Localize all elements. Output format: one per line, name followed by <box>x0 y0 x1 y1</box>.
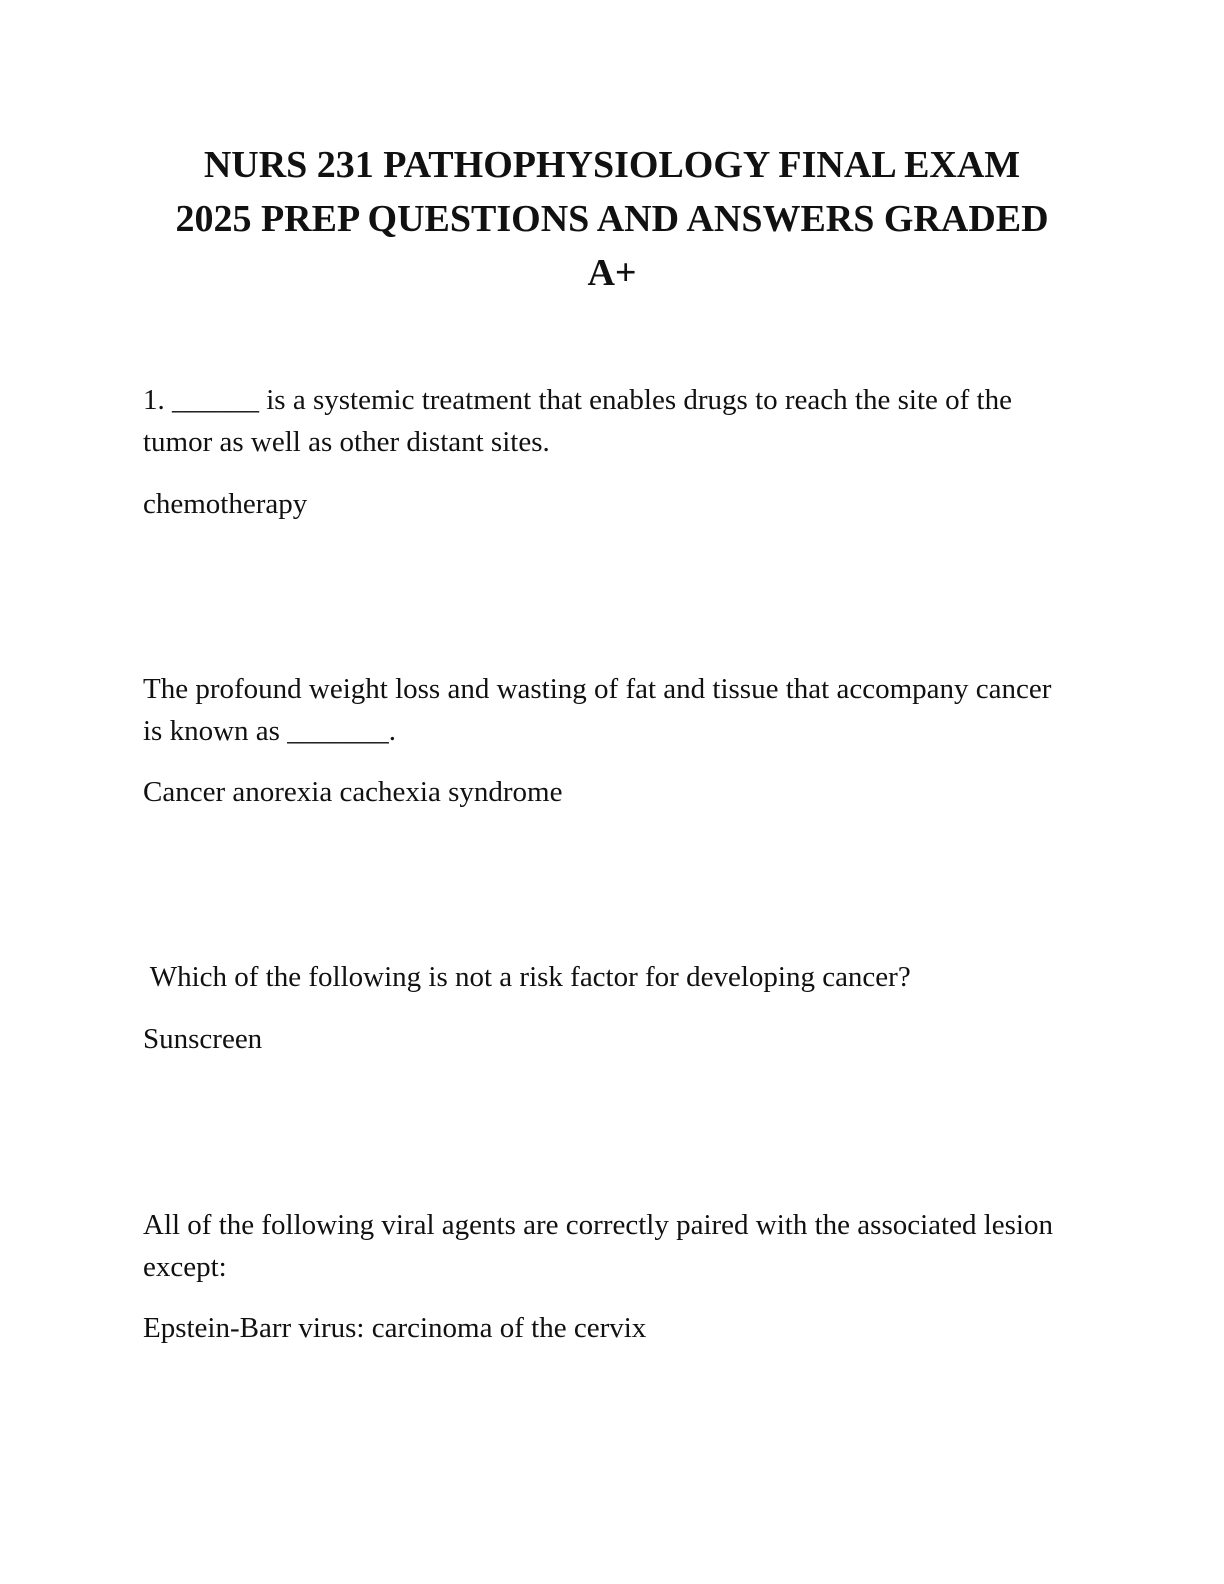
question-text: The profound weight loss and wasting of fat and tissue that accompany cancer is known as _______. <box>143 673 1052 747</box>
answer-text: Sunscreen <box>143 1023 263 1055</box>
title-line: A+ <box>587 252 637 294</box>
answer-text: Cancer anorexia cachexia syndrome <box>143 776 563 808</box>
question-text: 1. ______ is a systemic treatment that enables drugs to reach the site of the tumor as well as other distant sites. <box>143 384 1012 458</box>
document-title <box>120 138 1104 300</box>
answer-text: Epstein-Barr virus: carcinoma of the cervix <box>143 1312 647 1344</box>
title-line: 2025 PREP QUESTIONS AND ANSWERS GRADED <box>175 198 1049 240</box>
answer-text: chemotherapy <box>143 488 308 520</box>
title-line: NURS 231 PATHOPHYSIOLOGY FINAL EXAM <box>203 144 1021 186</box>
question-text: Which of the following is not a risk factor for developing cancer? <box>143 961 911 993</box>
question-text: All of the following viral agents are correctly paired with the associated lesion except: <box>143 1209 1053 1283</box>
